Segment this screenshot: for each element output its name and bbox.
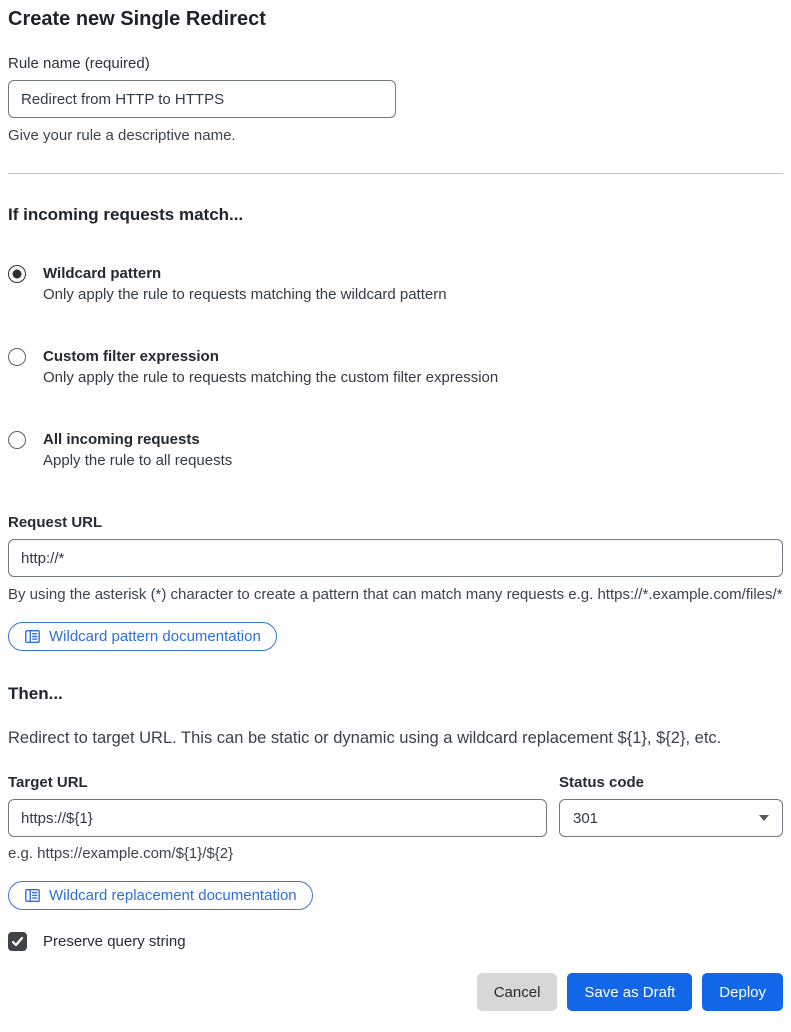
wildcard-pattern-docs-button[interactable] [8,622,277,651]
status-code-field [559,751,783,865]
book-icon [24,628,41,645]
book-icon [24,887,41,904]
save-as-draft-button[interactable]: Save as Draft [567,973,692,1011]
then-description: Redirect to target URL. This can be static or dynamic using a wildcard replacement ${1}, ${2}, etc. [8,729,722,747]
target-url-label: Target URL [8,774,88,791]
status-code-value: 301 [573,809,599,827]
request-url-label: Request URL [8,514,103,531]
target-url-help: e.g. https://example.com/${1}/${2} [8,845,234,862]
wildcard-pattern-docs-label: Wildcard pattern documentation [49,628,261,645]
rule-name-input[interactable] [8,80,396,118]
request-url-field [8,513,783,606]
then-section-heading: Then... [8,684,63,703]
radio-label: Wildcard pattern [43,265,162,282]
cancel-button[interactable]: Cancel [477,973,558,1011]
status-code-select[interactable] [559,799,783,837]
wildcard-replacement-docs-button[interactable] [8,881,313,910]
radio-dot [13,270,22,279]
radio-description: Only apply the rule to requests matching the wildcard pattern [43,286,447,303]
preserve-query-string-label: Preserve query string [43,933,186,950]
wildcard-replacement-docs-label: Wildcard replacement documentation [49,887,297,904]
target-row [8,751,783,865]
request-url-help: By using the asterisk (*) character to create a pattern that can match many requests e.g. https://*.example.com/files/* [8,586,783,603]
radio-button-icon[interactable] [8,265,26,283]
match-section-heading: If incoming requests match... [8,205,244,224]
radio-label: Custom filter expression [43,348,219,365]
rule-name-label: Rule name (required) [8,55,150,72]
target-url-field [8,751,547,865]
radio-option-all-incoming-requests[interactable] [8,430,783,472]
status-code-label: Status code [559,774,645,791]
target-url-input[interactable] [8,799,547,837]
preserve-query-string-option[interactable] [8,932,783,951]
radio-button-icon[interactable] [8,348,26,366]
radio-option-custom-filter-expression[interactable] [8,347,783,389]
radio-description: Only apply the rule to requests matching the custom filter expression [43,369,499,386]
page-title: Create new Single Redirect [8,8,266,30]
request-url-input[interactable] [8,539,783,577]
deploy-button[interactable]: Deploy [702,973,783,1011]
rule-name-help: Give your rule a descriptive name. [8,127,236,144]
checkbox-icon[interactable] [8,932,27,951]
radio-label: All incoming requests [43,431,200,448]
footer-actions [8,973,783,1011]
match-type-radio-group [8,264,783,472]
radio-option-wildcard-pattern[interactable] [8,264,783,306]
radio-description: Apply the rule to all requests [43,452,233,469]
rule-name-field [8,54,783,147]
chevron-down-icon [759,815,769,821]
section-divider [8,173,783,174]
checkmark-icon [11,935,24,948]
radio-button-icon[interactable] [8,431,26,449]
